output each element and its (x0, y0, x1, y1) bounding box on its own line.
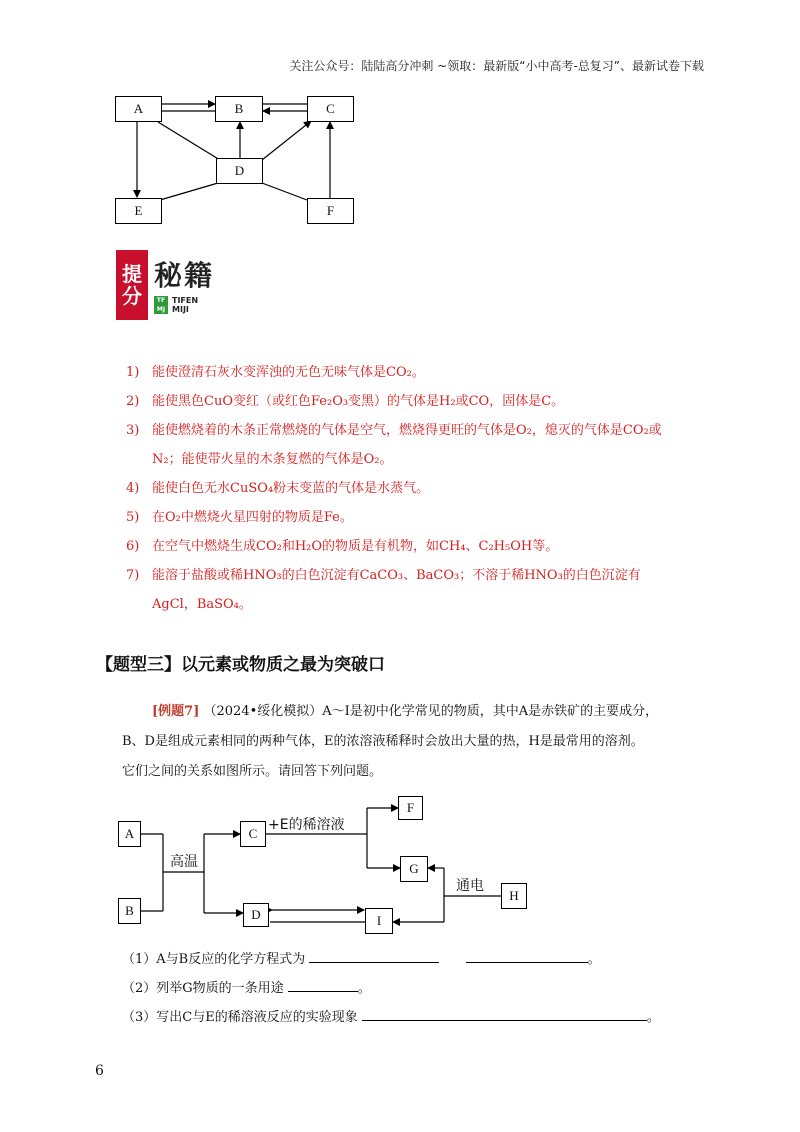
node-b: B (215, 96, 263, 122)
node-c: C (240, 821, 266, 847)
node-f: F (398, 796, 423, 820)
question-3-text: （3）写出C与E的稀溶液反应的实验现象 (122, 1010, 358, 1025)
node-a: A (118, 821, 141, 847)
tip-number: 7) (126, 568, 140, 583)
tip-text: 能使白色无水CuSO₄粉末变蓝的气体是水蒸气。 (152, 481, 430, 496)
tip-text: 在空气中燃烧生成CO₂和H₂O的物质是有机物，如CH₄、C₂H₅OH等。 (152, 539, 559, 554)
page-header: 关注公众号：陆陆高分冲刺 ~领取：最新版“小中高考-总复习”、最新试卷下载 (289, 59, 704, 73)
tip-number: 4) (126, 481, 140, 496)
tip-number: 5) (126, 510, 140, 525)
node-e: E (115, 198, 162, 224)
tip-text: 能溶于盐酸或稀HNO₃的白色沉淀有CaCO₃、BaCO₃；不溶于稀HNO₃的白色沉淀有 (152, 568, 641, 583)
logo-seal-char-2: 分 (122, 284, 142, 308)
node-c: C (307, 96, 354, 122)
label-dilute-e: +E的稀溶液 (268, 817, 345, 833)
logo-main-text: 秘籍 (154, 259, 215, 292)
example-line-3: 它们之间的关系如图所示。请回答下列问题。 (122, 764, 383, 779)
logo-en-line-2: MIJI (172, 305, 189, 314)
questions (122, 945, 660, 1032)
node-d: D (216, 158, 263, 184)
question-2-text: （2）列举G物质的一条用途 (122, 981, 284, 996)
question-1 (122, 945, 660, 974)
page-number: 6 (95, 1063, 104, 1079)
tip-text-cont: N₂；能使带火星的木条复燃的气体是O₂。 (152, 452, 393, 467)
logo-tag: TF MJ (154, 296, 168, 314)
question-3-end: 。 (646, 1010, 660, 1025)
question-2-end: 。 (357, 981, 371, 996)
tip-text: 能使黑色CuO变红（或红色Fe₂O₃变黑）的气体是H₂或CO，固体是C。 (152, 394, 565, 409)
example-label: [例题7] (152, 704, 200, 719)
node-f: F (307, 198, 354, 224)
tip-text: 能使澄清石灰水变浑浊的无色无味气体是CO₂。 (152, 365, 425, 380)
label-electrolysis: 通电 (456, 878, 484, 894)
example-line-2: B、D是组成元素相同的两种气体，E的浓溶液稀释时会放出大量的热，H是最常用的溶剂。 (122, 734, 644, 749)
node-i: I (365, 908, 393, 934)
section-title: 【题型三】以元素或物质之最为突破口 (96, 655, 385, 675)
question-1-end: 。 (587, 952, 601, 967)
tip-number: 3) (126, 423, 140, 438)
answer-blank-1b[interactable] (466, 949, 588, 963)
question-2 (122, 974, 660, 1003)
node-h: H (501, 883, 527, 909)
node-g: G (400, 856, 428, 882)
answer-blank-3[interactable] (362, 1007, 647, 1021)
node-d: D (243, 903, 269, 927)
tip-number: 6) (126, 539, 140, 554)
question-3 (122, 1003, 660, 1032)
tip-text: 能使燃烧着的木条正常燃烧的气体是空气，燃烧得更旺的气体是O₂，熄灭的气体是CO₂或 (152, 423, 662, 438)
tip-text: 在O₂中燃烧火星四射的物质是Fe。 (152, 510, 353, 525)
tip-number: 1) (126, 365, 140, 380)
node-a: A (115, 96, 162, 122)
node-b: B (118, 898, 141, 924)
example-text-1: （2024•绥化模拟）A～I是初中化学常见的物质，其中A是赤铁矿的主要成分， (203, 704, 659, 719)
label-high-temp: 高温 (170, 854, 198, 870)
question-1-text: （1）A与B反应的化学方程式为 (122, 952, 306, 967)
logo-en-line-1: TIFEN (172, 296, 199, 305)
answer-blank-2[interactable] (288, 978, 358, 992)
tip-text-cont: AgCl，BaSO₄。 (152, 597, 252, 612)
logo-seal-char-1: 提 (122, 262, 142, 286)
tip-number: 2) (126, 394, 140, 409)
answer-blank-1a[interactable] (309, 949, 439, 963)
